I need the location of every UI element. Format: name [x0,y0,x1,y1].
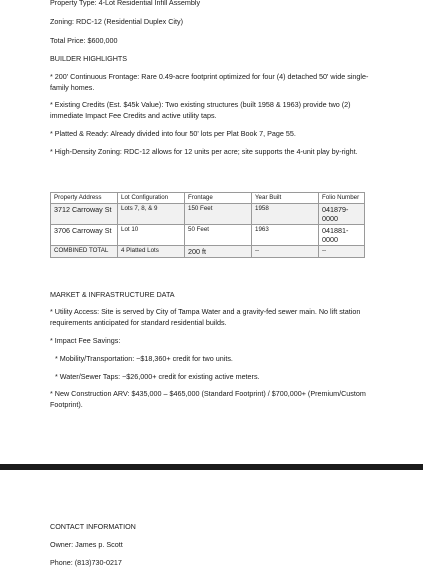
col-header-lot-config: Lot Configuration [118,193,185,204]
cell-year-built: -- [252,246,319,258]
market-heading: MARKET & INFRASTRUCTURE DATA [50,290,175,299]
builder-item-frontage: * 200' Continuous Frontage: Rare 0.49-acre footprint optimized for four (4) detached 50' wide single-family homes. [50,72,369,92]
col-header-folio: Folio Number [319,193,365,204]
total-price: Total Price: $600,000 [50,36,118,45]
impact-water: * Water/Sewer Taps: ~$26,000+ credit for existing active meters. [55,372,260,381]
cell-folio: -- [319,246,365,258]
table-row [51,204,365,225]
impact-fee-heading: * Impact Fee Savings: [50,336,121,345]
table-header-row [51,193,365,204]
cell-address: 3706 Carroway St [51,225,118,246]
cell-folio: 041879-0000 [319,204,365,225]
col-header-year-built: Year Built [252,193,319,204]
table-row-total [51,246,365,258]
cell-year-built: 1958 [252,204,319,225]
contact-owner: Owner: James p. Scott [50,540,123,549]
impact-mobility: * Mobility/Transportation: ~$18,360+ credit for two units. [55,354,233,363]
cell-address: 3712 Carroway St [51,204,118,225]
cell-lot-config: Lot 10 [118,225,185,246]
property-type: Property Type: 4-Lot Residential Infill Assembly [50,0,201,7]
table-row [51,225,365,246]
builder-item-platted: * Platted & Ready: Already divided into four 50' lots per Plat Book 7, Page 55. [50,129,296,138]
zoning: Zoning: RDC-12 (Residential Duplex City) [50,17,184,26]
cell-frontage: 200 ft [185,246,252,258]
cell-folio: 041881-0000 [319,225,365,246]
builder-item-credits: * Existing Credits (Est. $45k Value): Two existing structures (built 1958 & 1963) provide two (2) immediate Impact Fee Credits and active utility taps. [50,100,351,120]
builder-item-zoning: * High-Density Zoning: RDC-12 allows for 12 units per acre; site supports the 4-unit play by-right. [50,147,358,156]
page-divider [0,464,423,470]
market-arv: * New Construction ARV: $435,000 – $465,000 (Standard Footprint) / $700,000+ (Premium/Custom Footprint). [50,389,366,409]
col-header-address: Property Address [51,193,118,204]
contact-phone: Phone: (813)730-0217 [50,558,122,567]
builder-highlights-heading: BUILDER HIGHLIGHTS [50,54,128,63]
cell-lot-config: 4 Platted Lots [118,246,185,258]
cell-year-built: 1963 [252,225,319,246]
contact-heading: CONTACT INFORMATION [50,522,136,531]
cell-lot-config: Lots 7, 8, & 9 [118,204,185,225]
market-utility: * Utility Access: Site is served by City of Tampa Water and a gravity-fed sewer main. No lift station requirements anticipated for standard residential builds. [50,307,361,327]
cell-frontage: 50 Feet [185,225,252,246]
col-header-frontage: Frontage [185,193,252,204]
cell-frontage: 150 Feet [185,204,252,225]
cell-address: COMBINED TOTAL [51,246,118,258]
property-table [50,192,365,258]
